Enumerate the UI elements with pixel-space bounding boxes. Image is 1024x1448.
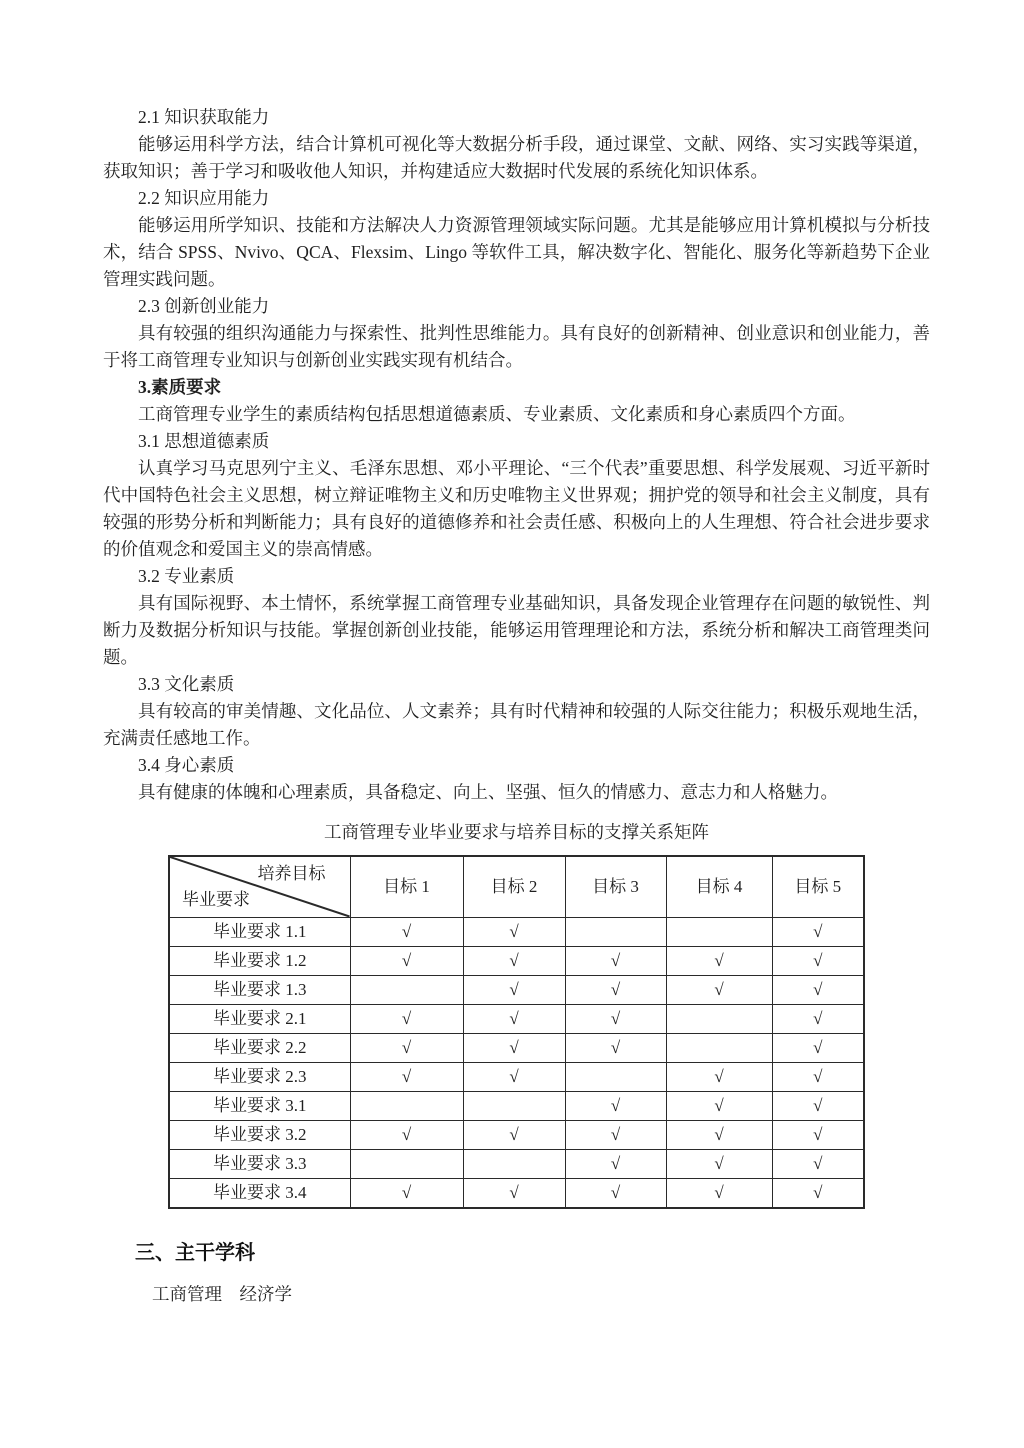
heading-3-4: 3.4 身心素质 (138, 755, 235, 775)
check-mark-cell: √ (463, 946, 565, 975)
row-label: 毕业要求 2.3 (169, 1062, 350, 1091)
row-label: 毕业要求 3.1 (169, 1091, 350, 1120)
check-mark-cell: √ (772, 1091, 864, 1120)
core-disciplines-text: 工商管理 经济学 (152, 1283, 292, 1304)
check-mark-cell: √ (772, 1062, 864, 1091)
check-mark-cell: √ (666, 975, 772, 1004)
empty-cell (350, 1091, 463, 1120)
check-mark-cell: √ (666, 1149, 772, 1178)
empty-cell (565, 917, 666, 946)
table-row (169, 1178, 864, 1208)
table-corner-cell (169, 856, 350, 917)
check-mark-cell: √ (772, 1149, 864, 1178)
matrix-body (169, 917, 864, 1208)
heading-3-3: 3.3 文化素质 (138, 674, 235, 694)
heading-3-1: 3.1 思想道德素质 (138, 431, 270, 451)
row-label: 毕业要求 3.3 (169, 1149, 350, 1178)
check-mark-cell: √ (463, 1033, 565, 1062)
row-label: 毕业要求 1.3 (169, 975, 350, 1004)
column-header-goal-3: 目标 3 (565, 856, 666, 917)
heading-2-1: 2.1 知识获取能力 (138, 107, 270, 127)
paragraph-2-1: 能够运用科学方法，结合计算机可视化等大数据分析手段，通过课堂、文献、网络、实习实践等渠道，获取知识；善于学习和吸收他人知识，并构建适应大数据时代发展的系统化知识体系。 (103, 134, 930, 181)
table-row (169, 1062, 864, 1091)
main-heading-core-disciplines: 三、主干学科 (135, 1241, 255, 1264)
row-label: 毕业要求 1.2 (169, 946, 350, 975)
corner-label-requirements: 毕业要求 (182, 889, 250, 909)
empty-cell (666, 1004, 772, 1033)
paragraph-3-1: 认真学习马克思列宁主义、毛泽东思想、邓小平理论、“三个代表”重要思想、科学发展观、习近平新时代中国特色社会主义思想，树立辩证唯物主义和历史唯物主义世界观；拥护党的领导和社会主义制度，具有较强的形势分析和判断能力；具有良好的道德修养和社会责任感、积极向上的人生理想、符合社会进步要求的价值观念和爱国主义的崇高情感。 (103, 458, 930, 559)
paragraph-2-2: 能够运用所学知识、技能和方法解决人力资源管理领域实际问题。尤其是能够应用计算机模拟与分析技术，结合 SPSS、Nvivo、QCA、Flexsim、Lingo 等软件工具，解决数字化、智能化、服务化等新趋势下企业管理实践问题。 (103, 215, 930, 289)
column-header-goal-2: 目标 2 (463, 856, 565, 917)
empty-cell (463, 1091, 565, 1120)
check-mark-cell: √ (772, 975, 864, 1004)
check-mark-cell: √ (350, 1120, 463, 1149)
heading-3: 3.素质要求 (138, 377, 222, 397)
empty-cell (565, 1062, 666, 1091)
row-label: 毕业要求 1.1 (169, 917, 350, 946)
table-row (169, 975, 864, 1004)
empty-cell (666, 1033, 772, 1062)
check-mark-cell: √ (463, 917, 565, 946)
check-mark-cell: √ (350, 946, 463, 975)
check-mark-cell: √ (350, 917, 463, 946)
row-label: 毕业要求 2.1 (169, 1004, 350, 1033)
empty-cell (463, 1149, 565, 1178)
check-mark-cell: √ (350, 1062, 463, 1091)
check-mark-cell: √ (772, 946, 864, 975)
paragraph-3-3: 具有较高的审美情趣、文化品位、人文素养；具有时代精神和较强的人际交往能力；积极乐观地生活，充满责任感地工作。 (103, 701, 930, 748)
check-mark-cell: √ (565, 975, 666, 1004)
check-mark-cell: √ (772, 1004, 864, 1033)
row-label: 毕业要求 2.2 (169, 1033, 350, 1062)
empty-cell (350, 1149, 463, 1178)
check-mark-cell: √ (463, 1004, 565, 1033)
empty-cell (666, 917, 772, 946)
row-label: 毕业要求 3.4 (169, 1178, 350, 1208)
check-mark-cell: √ (565, 1178, 666, 1208)
heading-2-2: 2.2 知识应用能力 (138, 188, 270, 208)
row-label: 毕业要求 3.2 (169, 1120, 350, 1149)
check-mark-cell: √ (350, 1004, 463, 1033)
table-row (169, 1149, 864, 1178)
check-mark-cell: √ (565, 1004, 666, 1033)
check-mark-cell: √ (666, 1120, 772, 1149)
heading-2-3: 2.3 创新创业能力 (138, 296, 270, 316)
column-header-goal-4: 目标 4 (666, 856, 772, 917)
check-mark-cell: √ (350, 1033, 463, 1062)
table-header-row (169, 856, 864, 917)
check-mark-cell: √ (565, 1120, 666, 1149)
check-mark-cell: √ (463, 975, 565, 1004)
empty-cell (350, 975, 463, 1004)
column-header-goal-5: 目标 5 (772, 856, 864, 917)
heading-3-2: 3.2 专业素质 (138, 566, 235, 586)
paragraph-3-4: 具有健康的体魄和心理素质，具备稳定、向上、坚强、恒久的情感力、意志力和人格魅力。 (138, 782, 838, 802)
table-row (169, 1120, 864, 1149)
column-header-goal-1: 目标 1 (350, 856, 463, 917)
check-mark-cell: √ (565, 1149, 666, 1178)
check-mark-cell: √ (666, 1178, 772, 1208)
paragraph-3-2: 具有国际视野、本土情怀，系统掌握工商管理专业基础知识，具备发现企业管理存在问题的敏锐性、判断力及数据分析知识与技能。掌握创新创业技能，能够运用管理理论和方法，系统分析和解决工商管理类问题。 (103, 593, 930, 667)
check-mark-cell: √ (350, 1178, 463, 1208)
corner-label-goals: 培养目标 (257, 864, 326, 883)
paragraph-2-3: 具有较强的组织沟通能力与探索性、批判性思维能力。具有良好的创新精神、创业意识和创业能力，善于将工商管理专业知识与创新创业实践实现有机结合。 (103, 323, 930, 370)
check-mark-cell: √ (772, 1120, 864, 1149)
check-mark-cell: √ (772, 1033, 864, 1062)
check-mark-cell: √ (463, 1178, 565, 1208)
paragraph-3: 工商管理专业学生的素质结构包括思想道德素质、专业素质、文化素质和身心素质四个方面。 (138, 404, 856, 424)
check-mark-cell: √ (772, 1178, 864, 1208)
support-matrix-table (168, 855, 865, 1209)
check-mark-cell: √ (772, 917, 864, 946)
table-row (169, 917, 864, 946)
check-mark-cell: √ (463, 1120, 565, 1149)
check-mark-cell: √ (565, 1033, 666, 1062)
table-row (169, 1004, 864, 1033)
table-row (169, 1033, 864, 1062)
check-mark-cell: √ (666, 946, 772, 975)
table-row (169, 946, 864, 975)
table-title: 工商管理专业毕业要求与培养目标的支撑关系矩阵 (324, 822, 709, 842)
check-mark-cell: √ (565, 946, 666, 975)
check-mark-cell: √ (565, 1091, 666, 1120)
table-row (169, 1091, 864, 1120)
check-mark-cell: √ (666, 1091, 772, 1120)
check-mark-cell: √ (666, 1062, 772, 1091)
check-mark-cell: √ (463, 1062, 565, 1091)
